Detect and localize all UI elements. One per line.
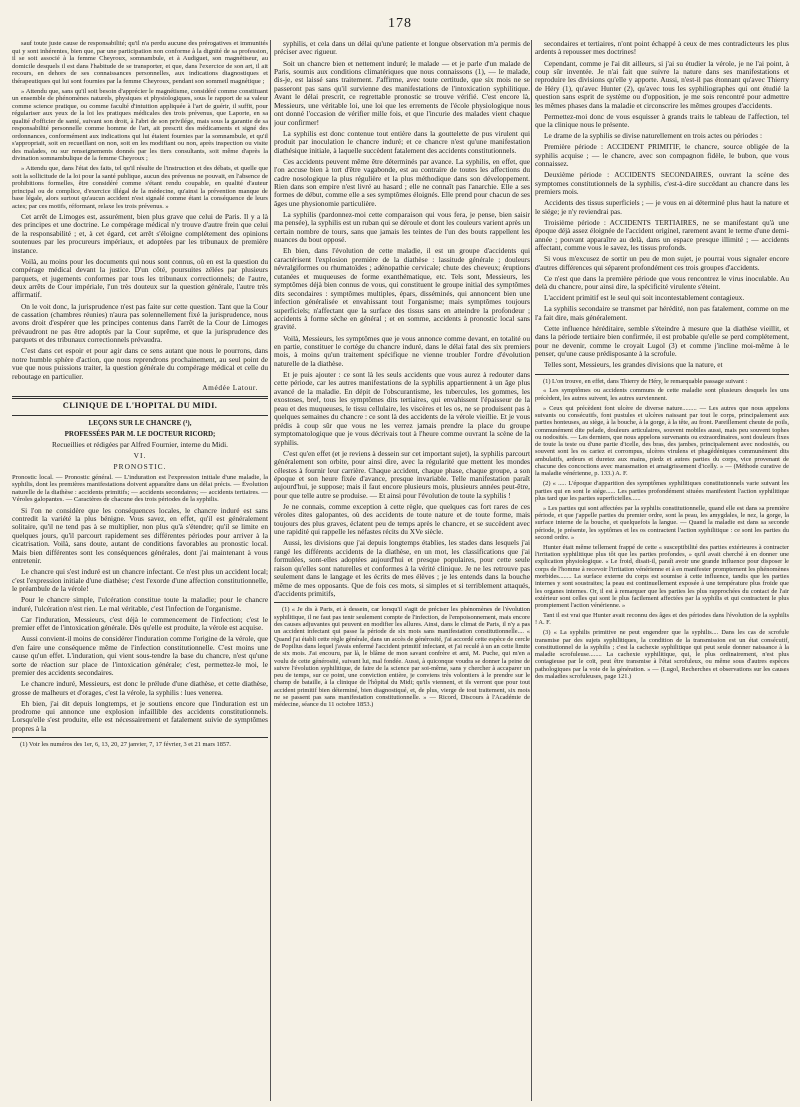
page-number: 178 <box>388 16 412 31</box>
body-paragraph: Telles sont, Messieurs, les grandes divisions que la nature, et <box>544 360 723 370</box>
body-paragraph: C'est dans cet espoir et pour agir dans ce sens autant que nous le pourrons, dans notre humble sphère d'action, que nous reprendrons prochainement, au seul point de vue que nous puissions traiter, la question générale du compérage médical et celle du reboutage en particulier. <box>12 346 268 381</box>
body-paragraph: syphilis, et cela dans un délai qu'une patiente et longue observation m'a permis de préciser avec rigueur. <box>274 40 530 57</box>
footnote: » Les parties qui sont affectées par la syphilis constitutionnelle, quand elle est dans sa première période, et que j'appelle parties du premier ordre, sont la peau, les amygdales, le nez, la gorge, la surface interne de la bouche, et quelquefois la langue. — Quand la maladie est dans sa seconde période, je présente, les syptômes et les os contractent l'action syphilitique : ce sont les parties du second ordre. » <box>535 504 789 541</box>
column-middle <box>274 40 530 1100</box>
period-paragraph: Troisième période : ACCIDENTS TERTIAIRES, ne se manifestant qu'à une époque déjà assez éloignée de l'accident originel, rarement avant le terme d'une demi-année ; pouvant apparaître au delà, dans un espace presque illimité ; — accidents affectant, comme vous le savez, les tissus profonds. <box>535 217 789 253</box>
body-paragraph: L'accident primitif est le seul qui soit incontestablement contagieux. <box>544 293 745 303</box>
body-paragraph: Eh bien, dans l'évolution de cette maladie, il est un groupe d'accidents qui caractérisent l'explosion première de la diathèse : lassitude générale ; douleurs névralgiformes ou rhumatoïdes ; adénopathie cervicale; chute des cheveux; éruptions cutanées et muqueuses de forme exanthématique, etc. Tels sont, Messieurs, les symptômes déjà bien connus de vous, qui constituent le groupe initial des symptômes dits secondaires : symptômes multiples, épars, disséminés, qui annoncent bien une infection généralisée et envahissant tout l'organisme; mais symptômes toujours superficiels; n'affectant que la surface des tissus sans en atteindre la profondeur ; accidents à forme sèche en général ; et en somme, accidents à pronostic local sans gravité. <box>274 246 530 332</box>
court-quote-paragraph: » Attendu que, dans l'état des faits, tel qu'il résulte de l'instruction et des débats, et quelle que soit la sollicitude de la loi pour la santé publique, aucun des prévenus ne pouvait, en l'absence de prohibitions formelles, être considéré comme s'étant rendu coupable, en qualité d'auteur principal ou de complice, d'exercice illégal de la médecine, qu'ainsi la prévention manque de base légale, alors surtout qu'aucun accident n'est signalé comme étant la conséquence de leurs actes; par ces motifs, réformant, relaxe les trois prévenus. » <box>12 165 268 210</box>
body-paragraph: Si vous m'excusez de sortir un peu de mon sujet, je pourrai vous signaler encore d'autres différences qui séparent profondément ces trois groupes d'accidents. <box>535 254 789 272</box>
lesson-paragraph: Le chancre induré, Messieurs, est donc le prélude d'une diathèse, et cette diathèse, grosse de malheurs et d'orages, c'est la vérole, la syphilis : lues venerea. <box>12 679 268 697</box>
lesson-title: PRONOSTIC. <box>113 461 167 471</box>
lesson-paragraph: Aussi convient-il moins de considérer l'induration comme l'origine de la vérole, que d'en faire une conséquence même de l'infection constitutionnelle. C'est moins une cause qu'un effet. L'induration, qui vient sous-tendre la base du chancre, n'est qu'une sorte de réaction sur place de l'intoxication générale; c'est, permettez-le moi, le premier des accidents secondaires. <box>12 634 268 678</box>
body-paragraph: Je ne connais, comme exception à cette règle, que quelques cas fort rares de ces véroles dites galopantes, où des accidents de toute nature et de toute forme, mais toujours des plus graves, éclatent peu de temps après le chancre, et se succèdent avec une rapidité qui rappelle les néfastes récits du XVe siècle. <box>274 501 530 537</box>
body-paragraph: Accidents des tissus superficiels ; — je vous en ai déterminé plus haut la nature et le siége; je n'y reviendrai pas. <box>535 198 789 216</box>
period-paragraph: Deuxième période : ACCIDENTS SECONDAIRES, ouvrant la scène des symptomes constitutionnels de la syphilis, c'est-à-dire succédant au chancre dans les premiers mois. <box>535 170 789 197</box>
footnote-divider <box>535 374 789 375</box>
body-paragraph: Voilà, au moins pour les documents qui nous sont connus, où en est la question du compérage médical devant la justice. D'un côté, poursuites zélées par plusieurs parquets, et jugements conformes par tous les tribunaux correctionnels; de l'autre, deux arrêts de Cour impériale, l'un très douteux sur la question générale, l'autre très affirmatif. <box>12 256 268 300</box>
body-paragraph: Aussi, les divisions que j'ai depuis longtemps établies, les stades dans lesquels j'ai rangé les différents accidents de la diathèse, en un mot, les classifications que j'ai formulées, sont-elles adoptées aujourd'hui et presque populaires, pour cette seule raison qu'elles sont naturelles et conformes à la vérité clinique. Je ne les retrouve pas seulement dans le langage et les écrits de mes élèves ; je les entends dans la bouche même de mes opposants. Que de fois ces mots, si simples et si terriblement attaqués, d'accidents primitifs, <box>274 538 530 599</box>
footnote-divider <box>274 602 530 603</box>
footnote-divider <box>12 737 268 738</box>
body-paragraph: La syphilis secondaire se transmet par hérédité, non pas fatalement, comme on me l'a fait dire, mais généralement. <box>535 304 789 322</box>
body-paragraph: Et je puis ajouter : ce sont là les seuls accidents que vous aurez à redouter dans cette période, car les autres manifestations de la syphilis appartiennent à un âge plus avancé de la maladie. En dépit de l'obscurantisme, les tubercules, les gommes, les exostoses, bref, tous les symptômes dits tertiaires, qui envahissent l'épaisseur de la peau et des muqueuses, le tissu cellulaire, les viscères et les os, ne se produisent pas à quelques semaines du chancre : ce sont là des accidents de la vérole vieillie. Et je vous prédis à coup sûr que vous ne les verrez jamais prendre la place du groupe symptomatologique que je vous décrivais tout à l'heure comme ouvrant la scène de la syphilis. <box>274 369 530 447</box>
body-paragraph: Cette influence héréditaire, semble s'éteindre à mesure que la diathèse vieillit, et dans la période tertiaire bien confirmée, il est probable qu'elle se perd complétement, pour ne devenir, comme le croyait Lugol (3) et comme j'incline moi-même à le penser, qu'une cause prédisposante à la scrofule. <box>535 323 789 359</box>
clinic-title: CLINIQUE DE L'HOPITAL DU MIDI. <box>62 401 218 411</box>
body-paragraph: Le drame de la syphilis se divise naturellement en trois actes ou périodes : <box>544 131 763 141</box>
period-paragraph: Première période : ACCIDENT PRIMITIF, le chancre, source obligée de la syphilis acquise ; — le chancre, avec son compagnon fidèle, le bubon, que vous connaissez. <box>535 142 789 169</box>
body-paragraph: La syphilis est donc contenue tout entière dans la gouttelette de pus virulent qui produit par inoculation le chancre induré; et ce chancre n'est qu'une manifestation diathésique initiale, à laquelle succèdent fatalement des accidents constitutionnels. <box>274 128 530 155</box>
footnote: (1) Voir les numéros des 1er, 6, 13, 20, 27 janvier, 7, 17 février, 3 et 21 mars 1857. <box>20 741 231 749</box>
column-left <box>12 40 268 1100</box>
lesson-paragraph: Pour le chancre simple, l'ulcération constitue toute la maladie; pour le chancre induré, l'ulcération n'est rien. Le mal véritable, c'est l'infection de l'organisme. <box>12 595 268 613</box>
section-divider <box>12 415 268 416</box>
body-paragraph: Voilà, Messieurs, les symptômes que je vous annonce comme devant, en totalité ou en partie, constituer le cortége du chancre induré, dans le délai fatal des six premiers mois, à moins qu'un traitement spécifique ne vienne troubler l'ordre d'évolution naturelle de la diathèse. <box>274 333 530 368</box>
footnote: Tant il est vrai que Hunter avait reconnu des âges et des périodes dans l'évolution de la syphilis ! A. F. <box>535 612 789 627</box>
collected-by-line: Recueillies et rédigées par Alfred Fournier, interne du Midi. <box>52 439 228 449</box>
body-paragraph: Cependant, comme je l'ai dit ailleurs, si j'ai su étudier la vérole, je ne l'ai point, à coup sûr inventée. Je n'ai fait que suivre la nature dans ses manifestations et reproduire les divisions qu'elle y apporte. Aussi, n'est-il pas étonnant qu'avec Thierry de Héry (1), qu'avec Hunter (2), qu'avec tous les syphiliographes qui ont étudié la question sans esprit de système ou d'opposition, je me sois rencontré pour admettre les mêmes phases dans la maladie et circonscrire les mêmes groupes d'accidents. <box>535 58 789 110</box>
body-paragraph: Ces accidents peuvent même être déterminés par avance. La syphilis, en effet, que l'on accuse bien à tort d'être vagabonde, est au contraire de toutes les affections du cadre nosologique la plus régulière et la plus méthodique dans son développement. Rien dans son empire n'est livré au hasard ; elle ne connaît pas l'anarchie. Elle a ses formes de début, comme elle a ses symptômes éloignés. Elle prend pour chacun de ses âges une physionomie particulière. <box>274 156 530 208</box>
footnote: (1) « Je dis à Paris, et à dessein, car lorsqu'il s'agit de préciser les phénomènes de l'évolution syphilitique, il ne faut pas tenir seulement compte de l'infection, de l'empoisonnement, mais encore des causes adjuvantes qui peuvent en modifier les allures. Ainsi, dans le climat de Paris, il n'y a pas un accident infectant qui passe la période de six mois sans manifestation constitutionnelle.... « Quand j'ai établi cette règle générale, dans un accès de générosité, j'ai accordé cette espèce de cercle de Popilius dans lequel j'avais enfermé l'accident primitif infectant, et j'ai reculé à un an cette limite de six mois. J'ai encouru, par là, le blâme de mon savant confrère et ami, M. Puche, qui m'en a voulu de cette générosité, suivant lui, mal fondée. Aussi, à quiconque voudra se donner la peine de suivre l'évolution syphilitique, de faire de la science par soi-même, sans y chercher à accaparer un peu de temps, sur ce point, une conviction entière, je conviens très volontiers à le prendre sur le champ de bataille, à la clinique de l'hôpital du Midi; qu'ils viennent, et ils verront que pour tout accident primitif bien déterminé, bien diagnostiqué, et, de plus, vierge de tout traitement, six mois ne se passent pas sans manifestation constitutionnelle. » — Ricord, Discours à l'Académie de médecine, séance du 11 octobre 1853.) <box>274 606 530 709</box>
footnote: (1) L'on trouve, en effet, dans Thierry de Héry, le remarquable passage suivant : <box>543 377 748 385</box>
body-paragraph: Cet arrêt de Limoges est, assurément, bien plus grave que celui de Paris. Il y a là des principes et une doctrine. Le compérage médical n'y trouve d'autre frein que celui de la responsabilité ; et, à cet égard, cet arrêt s'éloigne complétement des opinions soutenues par les procureurs impériaux, et adoptées par les tribunaux de première instance. <box>12 211 268 255</box>
column-rule-2 <box>531 40 532 1101</box>
footnote: » Ceux qui précèdent font ulcère de diverse nature......... — Les autres que nous appelons suivants ou consécutifs, font pustules et ulcères naissant par tout le corps, principalement aux parties honteuses, au siège, à la bouche, à la gorge, à la tête, au front. Pareillement cheute de poils, communément dite pelade, douleurs articulaires, souvent mobiles aussi, mais peu souvent tophes ou nodosités. — Les derniers, que nous appelons survenants ou extraordinaires, sont douleurs fixes de toute la teste ou d'une partie d'icelle, des bras, des jambes, principalement avec nodosités, ou souvent sont les os cariez et corrompus, ulcères virulens et phagédéniques communément dits ambulatifs, ardeurs et duretez aux mains, piedz et autres parties du corps, vice provenant de chacune des concoctions avec marasmation et amaigrissement d'icelly. » — (Méthode curative de la maladie vénérienne, p. 133.) A. F. <box>535 404 789 478</box>
lesson-paragraph: Si l'on ne considère que les conséquences locales, le chancre induré est sans contredit la variété la plus bénigne. Vous savez, en effet, qu'il est généralement solitaire, qu'il ne tend pas à se multiplier, non plus qu'à s'étendre; qu'il se limite en quelques jours, qu'il parcourt rapidement ses différentes périodes pour arriver à la cicatrisation. Voilà, sans doute, autant de conditions favorables au pronostic local. Mais bien différentes sont les conséquences générales, dont j'ai maintenant à vous entretenir. <box>12 505 268 566</box>
lesson-summary: Pronostic local. — Pronostic général. — L'induration est l'expression initiale d'une maladie, la syphilis, dont les premières manifestations doivent apparaître dans un délai précis. — Évolution naturelle de la diathèse : accidents primitifs; — accidents secondaires; — accidents tertiaires. — Véroles galopantes. — Caractères de chacune des trois périodes de la syphilis. <box>12 473 268 504</box>
court-quote-paragraph: sauf toute juste cause de responsabilité; qu'il n'a perdu aucune des prérogatives et immunités qui y sont inhérentes, bien que, par une participation non conforme à la dignité de sa profession, il se soit associé à la femme Cheyroux, somnambule, et à Audiguet, son magnétiseur, au domicile desquels il est dans l'habitude de se transporter, et que, dans l'exercice de son art, il ait recours, en dehors de ses connaissances personnelles, aux indications diagnostiques et thérapeutiques qui lui sont fournies par la femme Cheyroux, pendant son sommeil magnétique ; <box>12 40 268 85</box>
body-paragraph: On le voit donc, la jurisprudence n'est pas faite sur cette question. Tant que la Cour de cassation (chambres réunies) n'aura pas solennellement fixé la jurisprudence, nous avons droit d'espérer que les principes contenus dans l'arrêt de la Cour de Limoges prévaudront ne pas être adoptés par la Cour suprême, et que la jurisprudence des parquets et des tribunaux correctionnels prévaudra. <box>12 301 268 345</box>
footnote: (2) « ..... L'époque d'apparition des symptômes syphilitiques constitutionnels varie suivant les parties qui en sont le siége...... Les parties profondément situées manifestent l'action syphilitique plus tard que les parties superficielles...... <box>535 480 789 502</box>
lesson-paragraph: Car l'induration, Messieurs, c'est déjà le commencement de l'infection; c'est le premier effet de l'intoxication générale. Dès qu'elle est produite, la vérole est acquise. <box>12 614 268 633</box>
lecture-title: LEÇONS SUR LE CHANCRE (¹), <box>88 418 192 427</box>
column-rule-1 <box>270 40 271 1101</box>
body-paragraph: C'est qu'en effet (et je reviens à dessein sur cet important sujet), la syphilis parcourt généralement son orbite, pour ainsi dire, avec la régularité que mettent les mondes célestes à fournir leur carrière. Chaque accident, chaque phase, chaque groupe, a son époque et son heure fixée d'avance, presque invariable. Telle manifestation paraît aujourd'hui, je suppose; mais il faut encore plusieurs mois, plusieurs années peut-être, pour que telle autre se produise. — Et ainsi pour l'évolution de toute la syphilis ! <box>274 448 530 500</box>
body-paragraph: Ce n'est que dans la première période que vous rencontrez le virus inoculable. Au delà du chancre, pour ainsi dire, la spécificité virulente s'éteint. <box>535 273 789 292</box>
footnote: « Les symptômes ou accidents communs de cette maladie sont plusieurs desquels les uns précèdent, les autres suivent, les autres surviennent. <box>535 387 789 402</box>
lesson-paragraph: Eh bien, j'ai dit depuis longtemps, et je soutiens encore que l'induration est un prodrome qui annonce une explosion infaillible des accidents constitutionnels. Lorsqu'elle s'est produite, elle est nécessairement et fatalement suivie de symptômes propres à la <box>12 698 268 733</box>
body-paragraph: Permettez-moi donc de vous esquisser à grands traits le tableau de l'affection, tel que la clinique nous le présente. <box>535 111 789 130</box>
footnote: Hunter était même tellement frappé de cette « susceptibilité des parties extérieures à contracter l'irritation syphilitique plus tôt que les parties profondes, » qu'il avait cherché à en donner une explication physiologique. « Le froid, disait-il, paraît avoir une grande influence pour disposer le corps de l'homme à recevoir l'irritation vénérienne et à en manifester promptement les phénomènes morbides........ La surface externe du corps est soumise à cette influence, tandis que les parties internes y sont soustraites; la peau est continuellement exposée à une température plus froide que les organes internes. Or, il est à remarquer que les parties les plus rapprochées du contact de l'air extérieur sont celles qui sont le plus facilement affectées par la syphilis et qui contractent le plus promptement l'action vénérienne. » <box>535 543 789 610</box>
section-divider <box>12 396 268 399</box>
body-paragraph: secondaires et tertiaires, n'ont point échappé à ceux de mes contradicteurs les plus ardents à repousser mes doctrines! <box>535 40 789 57</box>
body-paragraph: La syphilis (pardonnez-moi cette comparaison qui vous fera, je pense, bien saisir ma pensée), la syphilis est un ruban qui se déroule et dont les couleurs varient après un certain nombre de tours, sans que jamais les teintes de l'un des bouts rappellent les nuances du bout opposé. <box>274 209 530 245</box>
body-paragraph: Soit un chancre bien et nettement induré; le malade — et je parle d'un malade de Paris, soumis aux conditions climatériques que nous connaissons (1), — le malade, dis-je, est laissé sans traitement. J'affirme, avec toute certitude, que six mois ne se passeront pas sans qu'il survienne des manifestations de l'intoxication syphilitique. Avant le délai prescrit, ce regrettable pronostic se trouve vérifié. C'est encore là, Messieurs, une véritable loi, une loi que les errements de l'école physiologique nous ont donné l'occasion de vérifier mille fois, et que l'incurie des malades vient chaque jour confirmer! <box>274 58 530 127</box>
lesson-number: VI. <box>133 450 147 460</box>
professor-line: PROFESSÉES PAR M. LE DOCTEUR RICORD; <box>64 429 216 438</box>
footnote: (3) « La syphilis primitive ne peut engendrer que la syphilis.... Dans les cas de scrofule transmise par des sujets syphilitiques, la condition de la transmission est un état consécutif, constitutionnel de la syphilis ; c'est la cachexie syphilitique qui peut seule donner naissance à la maladie scrofuleuse........ La cachexie syphilitique, qui, le plus ordinairement, n'est plus contagieuse par le coït, peut être transmise à l'état scrofuleux, ou même sous d'autres espèces pathologiques par la voie de la génération. » — (Lugol, Recherches et observations sur les causes des maladies scrofuleuses, page 121.) <box>535 629 789 681</box>
author-signature: Amédée Latour. <box>202 382 258 392</box>
court-quote-paragraph: » Attendu que, sans qu'il soit besoin d'apprécier le magnétisme, considéré comme constituant un ensemble de phénomènes naturels, physiques et physiologiques, sous le rapport de sa valeur comme science pratique, ou comme faculté d'intuition appliquée à l'art de guérir, il suffit, pour régulariser aux yeux de la loi les pratiques médicales des trois prévenus, que Laporte, en sa qualité d'officier de santé, suivant son droit, à l'abri de son privilége, mais sous la garantie de sa responsabilité personnelle comme homme de l'art, ait prescrit des médicaments et signé des ordonnances, conformément aux indications qui lui étaient fournies par la somnambule, et qu'il s'appropriait, soit en recueillant on non, soit en les modifiant ou non, après inspection ou visite des malades, ou sur renseignements donnés par les tiers consultants, soit même d'après la divination somnambulique de la femme Cheyroux ; <box>12 87 268 163</box>
column-right <box>535 40 789 1100</box>
lesson-paragraph: Le chancre qui s'est induré est un chancre infectant. Ce n'est plus un accident local; c'est l'expression initiale d'une diathèse; c'est l'exorde d'une affection constitutionnelle, le préambule de la vérole! <box>12 567 268 594</box>
